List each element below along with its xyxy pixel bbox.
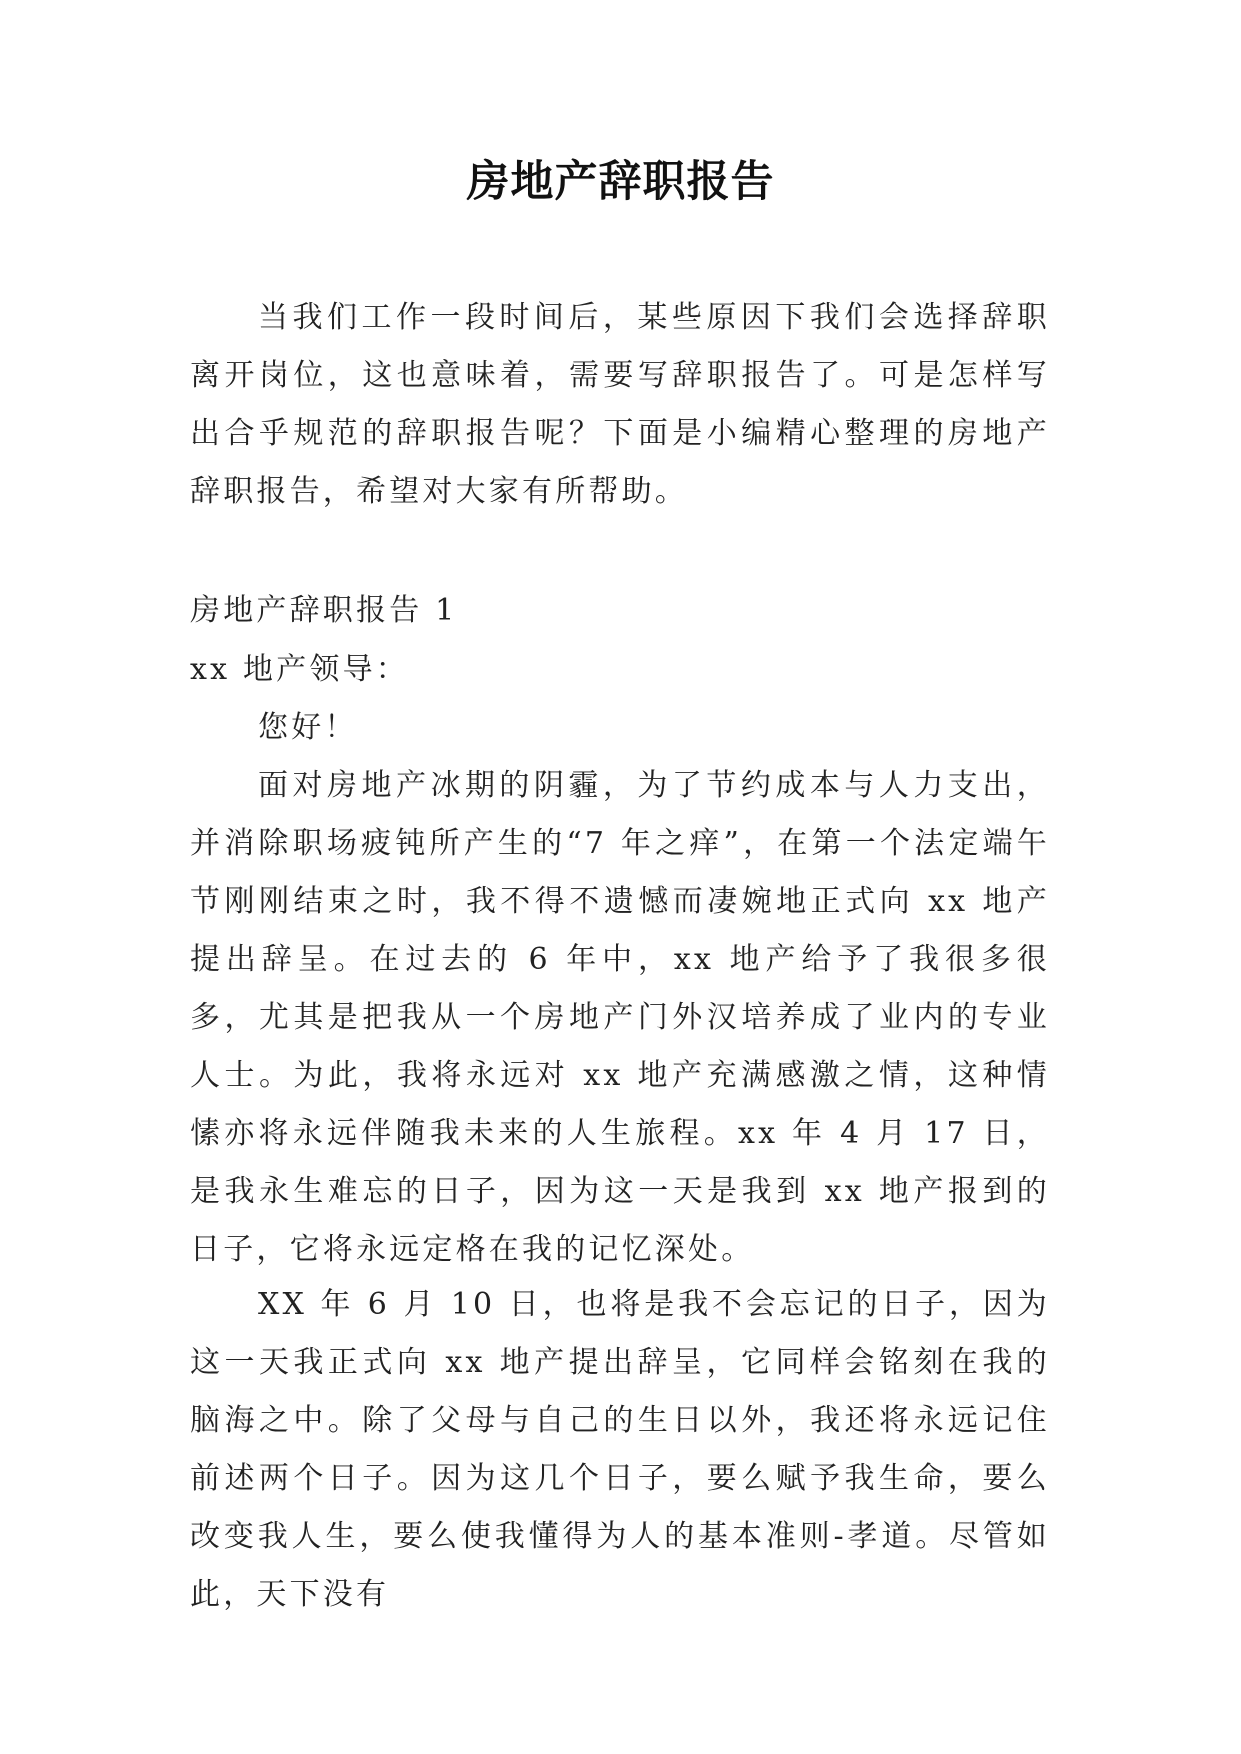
document-title: 房地产辞职报告	[466, 157, 775, 207]
body-paragraph: XX 年 6 月 10 日，也将是我不会忘记的日子，因为这一天我正式向 xx 地产提出辞呈，它同样会铭刻在我的脑海之中。除了父母与自己的生日以外，我还将永远记住前述两个日子。因为这几个日子，要么赋予我生命，要么改变我人生，要么使我懂得为人的基本准则-孝道。尽管如此，天下没有	[190, 1287, 1050, 1612]
body-paragraph: 面对房地产冰期的阴霾，为了节约成本与人力支出，并消除职场疲钝所产生的“7 年之痒”，在第一个法定端午节刚刚结束之时，我不得不遗憾而凄婉地正式向 xx 地产提出辞呈。在过去的 6 年中，xx 地产给予了我很多很多，尤其是把我从一个房地产门外汉培养成了业内的专业人士。为此，我将永远对 xx 地产充满感激之情，这种情愫亦将永远伴随我未来的人生旅程。xx 年 4 月 17 日，是我永生难忘的日子，因为这一天是我到 xx 地产报到的日子，它将永远定格在我的记忆深处。	[190, 768, 1050, 1267]
intro-paragraph: 当我们工作一段时间后，某些原因下我们会选择辞职离开岗位，这也意味着，需要写辞职报告了。可是怎样写出合乎规范的辞职报告呢？下面是小编精心整理的房地产辞职报告，希望对大家有所帮助。	[190, 300, 1050, 509]
greeting: 您好！	[258, 710, 358, 745]
salutation: xx 地产领导：	[190, 652, 409, 687]
section-heading: 房地产辞职报告 1	[190, 593, 458, 628]
